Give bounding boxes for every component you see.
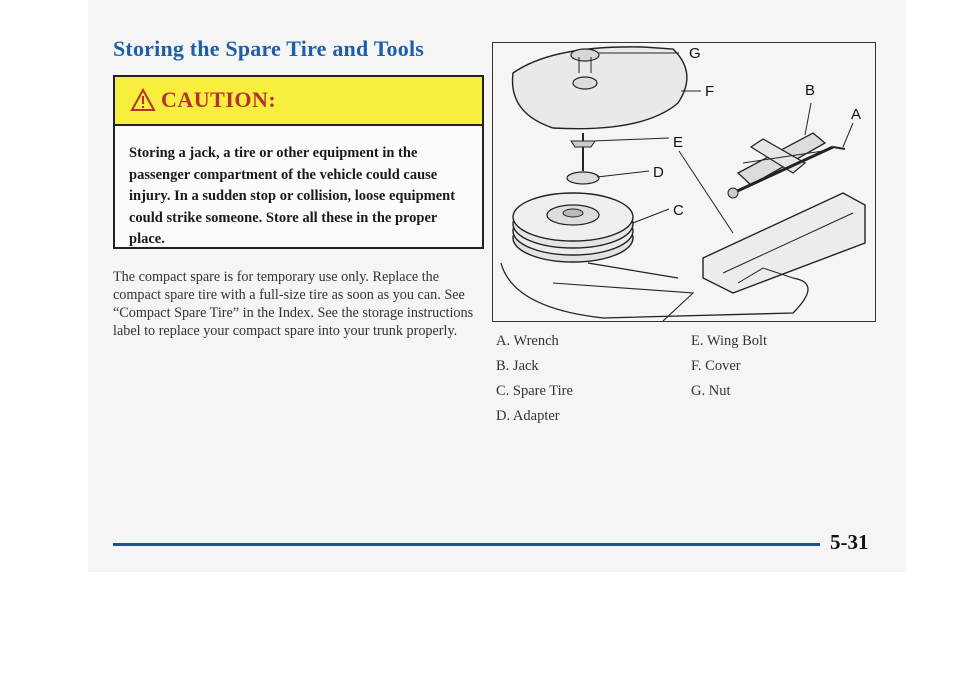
caution-label: CAUTION:: [161, 87, 277, 112]
callout-e: E: [673, 134, 684, 151]
legend-item-spare-tire: C. Spare Tire: [496, 383, 573, 399]
callout-g: G: [689, 45, 701, 62]
callout-d: D: [653, 164, 664, 181]
legend-item-wing-bolt: E. Wing Bolt: [691, 333, 768, 349]
spare-tire-diagram: [492, 42, 876, 322]
callout-a: A: [851, 106, 862, 123]
legend-item-jack: B. Jack: [496, 358, 539, 374]
legend-item-cover: F. Cover: [691, 358, 741, 374]
body-paragraph: The compact spare is for temporary use only. Replace the compact spare tire with a full-size tire as soon as you can. See “Compact Spare Tire” in the Index. See the storage instructions label to replace your compact spare into your trunk properly.: [113, 269, 474, 339]
footer-rule: [113, 543, 820, 546]
diagram-illustration: [493, 43, 875, 321]
caution-text: Storing a jack, a tire or other equipment in the passenger compartment of the vehicle could cause injury. In a sudden stop or collision, loose equipment could strike someone. Store all these in the proper place.: [129, 145, 456, 247]
callout-c: C: [673, 202, 684, 219]
legend-item-wrench: A. Wrench: [496, 333, 559, 349]
legend-item-nut: G. Nut: [691, 383, 731, 399]
caution-header: [115, 77, 482, 126]
legend-item-adapter: D. Adapter: [496, 408, 560, 424]
caution-box: [113, 75, 484, 249]
callout-f: F: [705, 83, 715, 100]
callout-b: B: [805, 82, 816, 99]
section-title: Storing the Spare Tire and Tools: [113, 36, 425, 61]
page-number: 5-31: [830, 530, 869, 554]
warning-triangle-icon: [130, 88, 156, 112]
